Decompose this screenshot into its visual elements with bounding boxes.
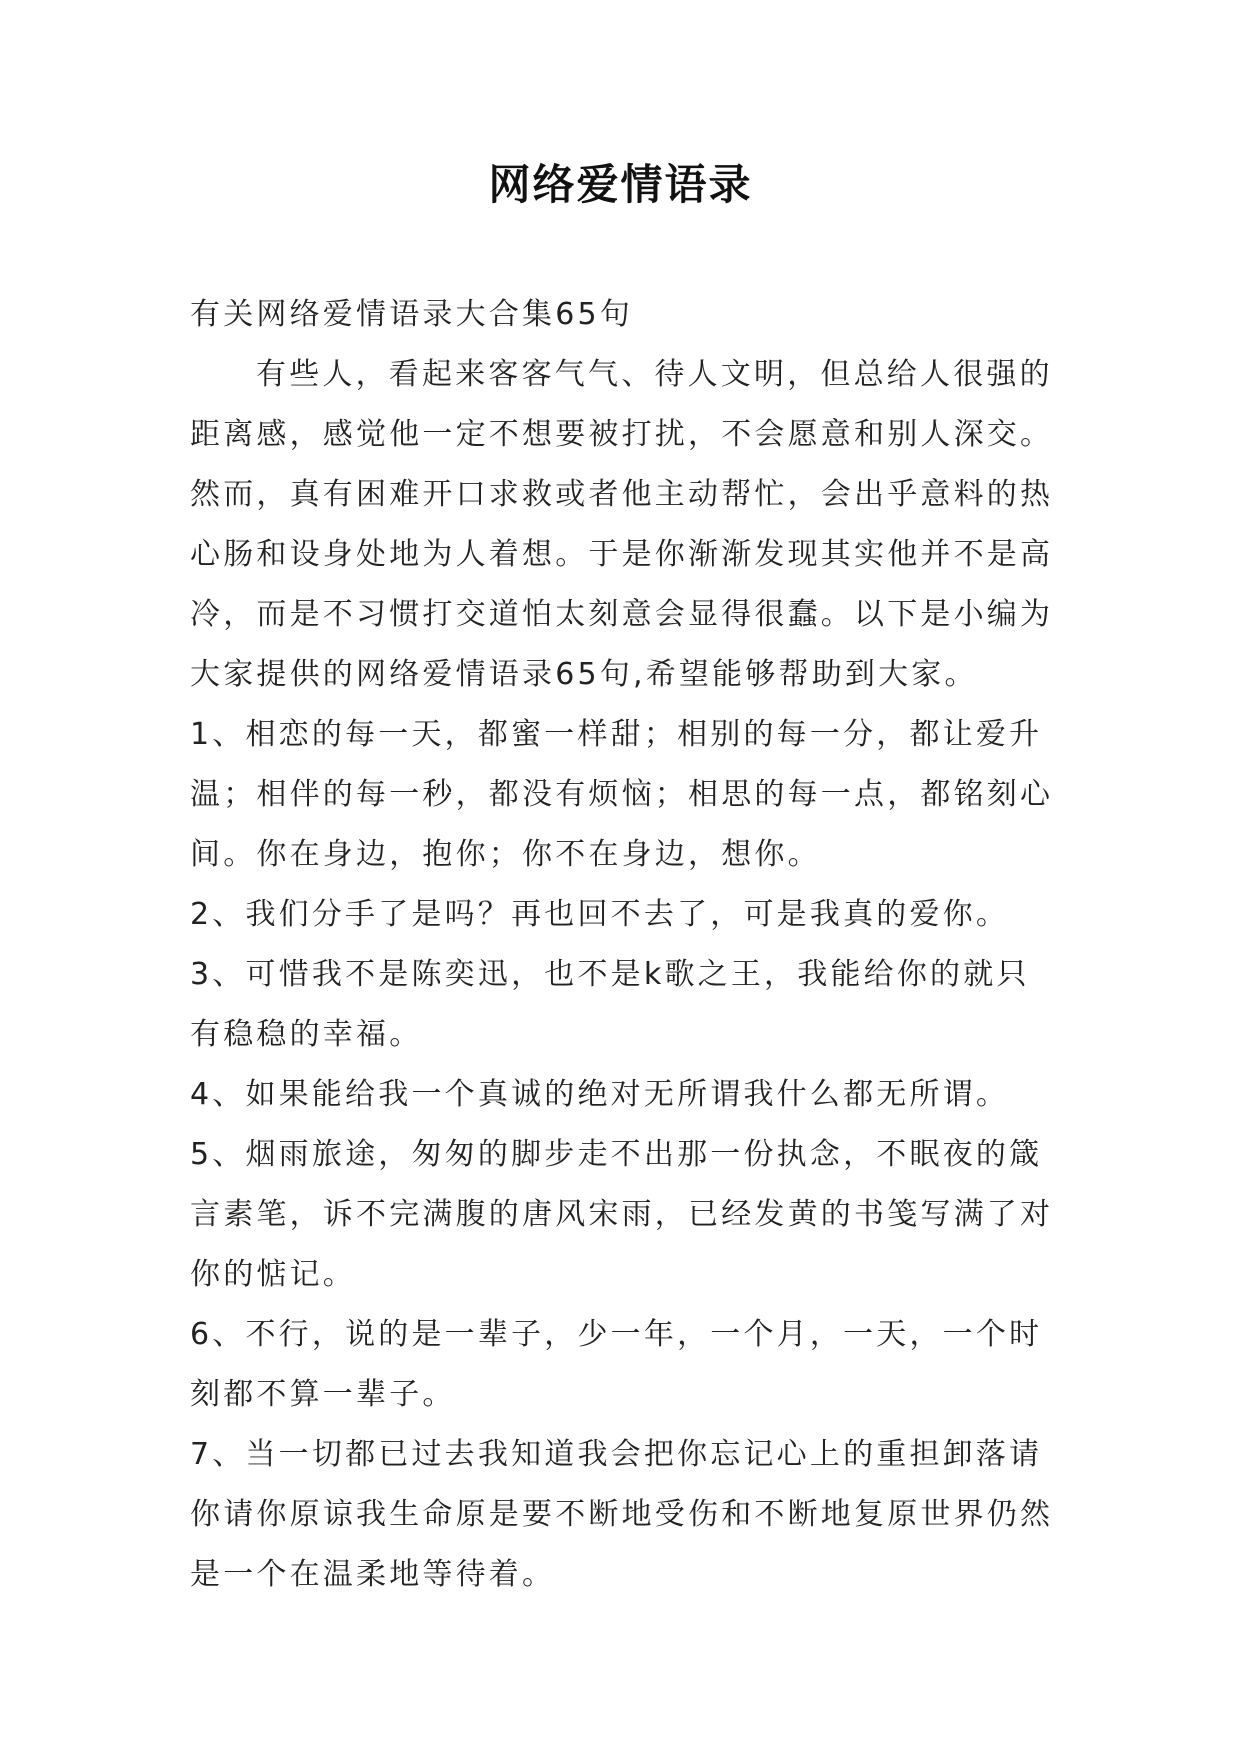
quote-item-4: 4、如果能给我一个真诚的绝对无所谓我什么都无所谓。 <box>190 1077 1010 1112</box>
quote-item-2: 2、我们分手了是吗？再也回不去了，可是我真的爱你。 <box>190 897 1010 932</box>
document-body <box>190 285 1058 1605</box>
quote-item-1: 1、相恋的每一天，都蜜一样甜；相别的每一分，都让爱升温；相伴的每一秒，都没有烦恼；相思的每一点，都铭刻心间。你在身边，抱你；你不在身边，想你。 <box>190 717 1054 872</box>
intro-paragraph: 有些人，看起来客客气气、待人文明，但总给人很强的距离感，感觉他一定不想要被打扰，不会愿意和别人深交。然而，真有困难开口求救或者他主动帮忙，会出乎意料的热心肠和设身处地为人着想。于是你渐渐发现其实他并不是高冷，而是不习惯打交道怕太刻意会显得很蠢。以下是小编为大家提供的网络爱情语录65句,希望能够帮助到大家。 <box>190 357 1054 692</box>
document-subtitle: 有关网络爱情语录大合集65句 <box>190 297 633 332</box>
quote-item-3: 3、可惜我不是陈奕迅，也不是k歌之王，我能给你的就只有稳稳的幸福。 <box>190 957 1030 1052</box>
document-title: 网络爱情语录 <box>488 160 753 209</box>
quote-item-5: 5、烟雨旅途，匆匆的脚步走不出那一份执念，不眠夜的箴言素笔，诉不完满腹的唐风宋雨，已经发黄的书笺写满了对你的惦记。 <box>190 1137 1054 1292</box>
quote-item-6: 6、不行，说的是一辈子，少一年，一个月，一天，一个时刻都不算一辈子。 <box>190 1317 1043 1412</box>
quote-item-7: 7、当一切都已过去我知道我会把你忘记心上的重担卸落请你请你原谅我生命原是要不断地受伤和不断地复原世界仍然是一个在温柔地等待着。 <box>190 1437 1054 1592</box>
